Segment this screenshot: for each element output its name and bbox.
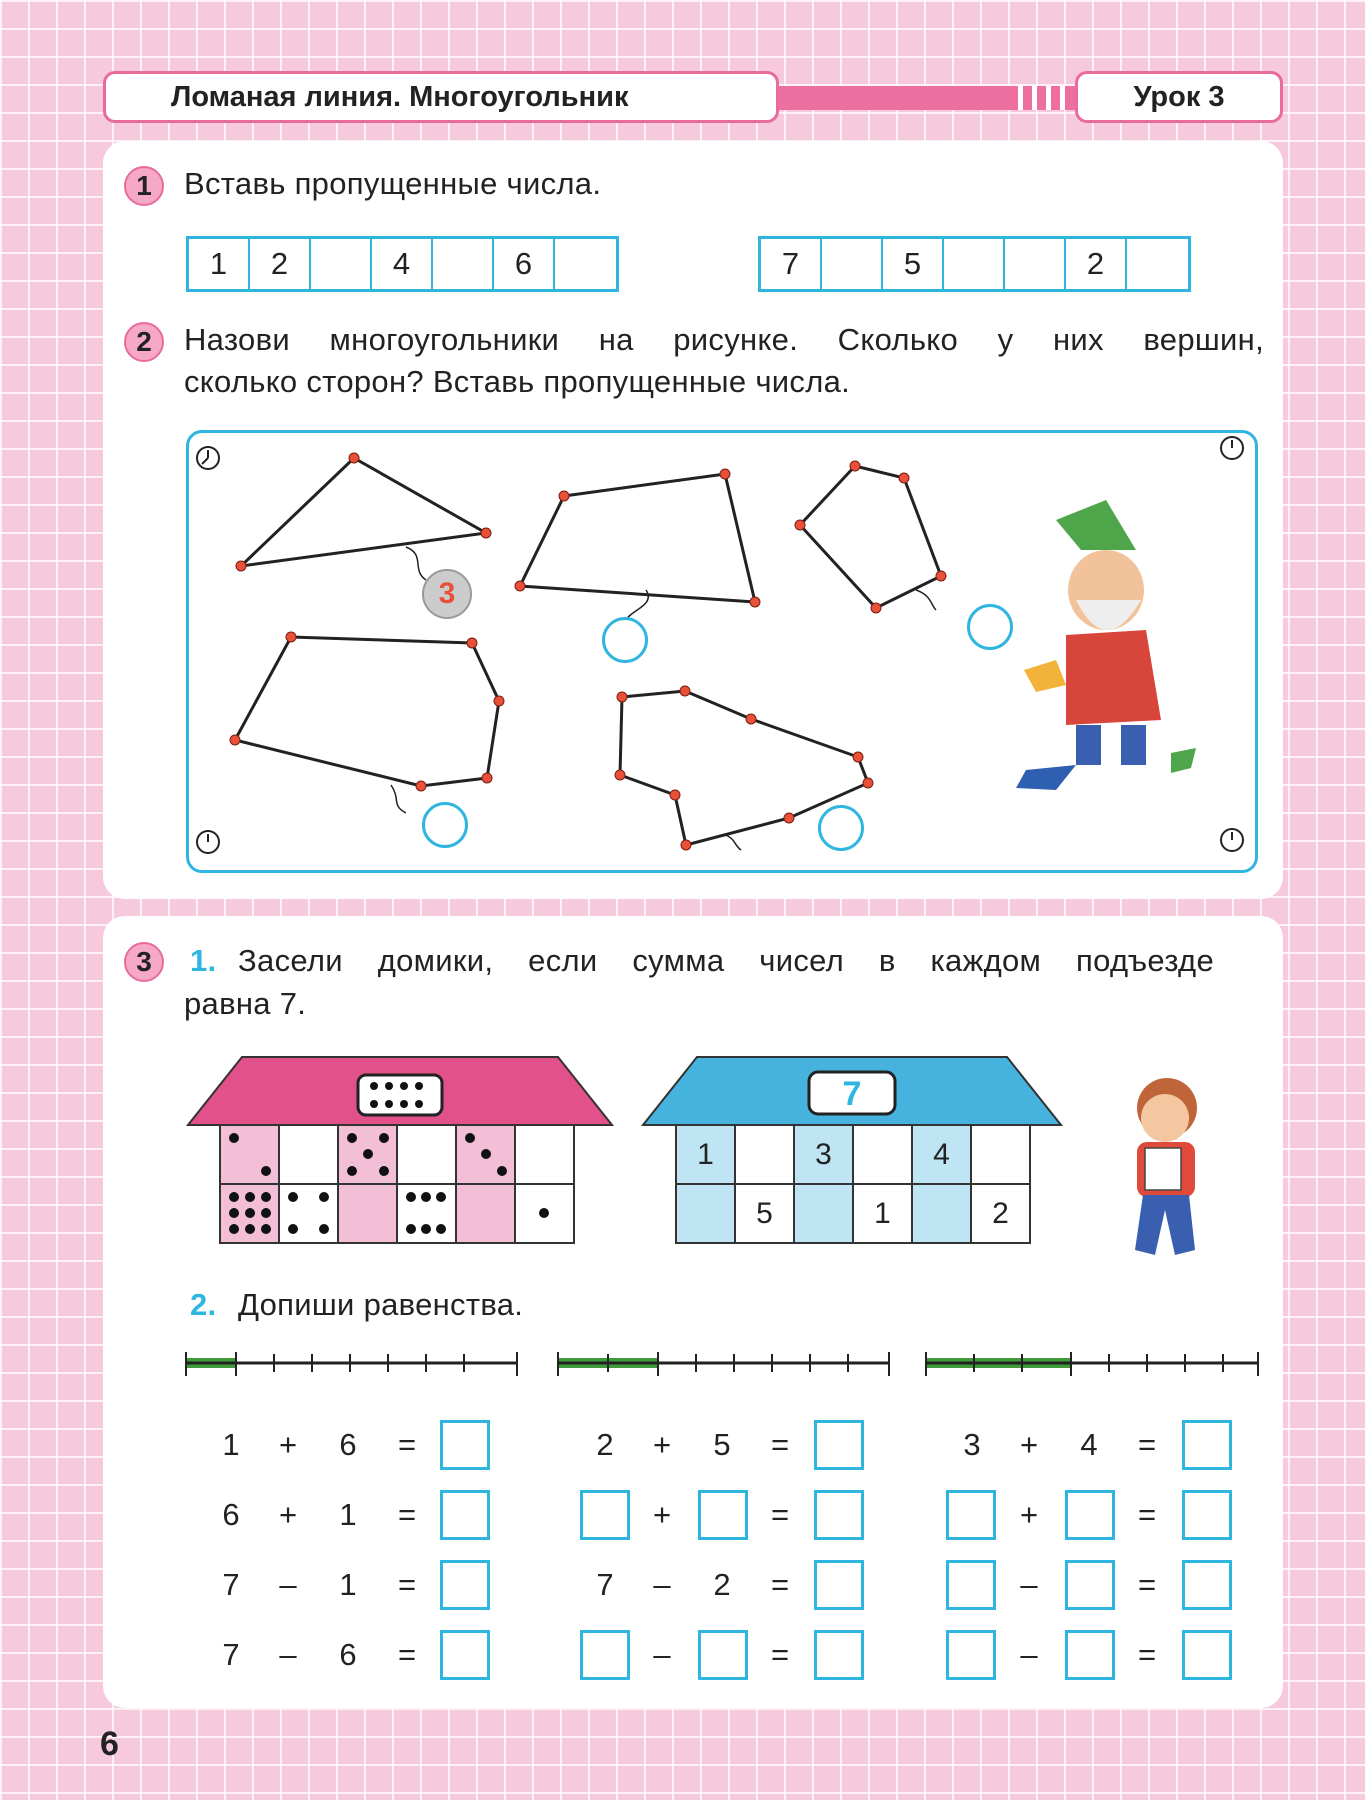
answer-box[interactable] [814,1630,864,1680]
eq-equals: = [397,1497,417,1532]
answer-box[interactable] [698,1630,748,1680]
eq-equals: = [397,1427,417,1462]
house-cell[interactable] [853,1125,912,1184]
eq-equals: = [770,1497,790,1532]
decor-stripe [1032,86,1037,110]
number-cell[interactable] [1005,239,1066,289]
eq-operand: 2 [713,1567,731,1602]
eq-equals: = [1137,1427,1157,1462]
answer-box[interactable] [440,1490,490,1540]
number-rulers [184,1350,1264,1380]
eq-operand: 4 [1080,1427,1098,1462]
answer-box[interactable] [946,1630,996,1680]
eq-operator: – [279,1637,297,1672]
number-cell[interactable]: 1 [189,239,250,289]
eq-operator: + [652,1497,672,1532]
answer-box[interactable] [698,1490,748,1540]
eq-operator: + [278,1497,298,1532]
house-cell[interactable] [912,1184,971,1243]
eq-equals: = [1137,1637,1157,1672]
house-pink [186,1055,614,1248]
hexagon-shape [235,637,499,786]
answer-box[interactable] [1065,1560,1115,1610]
page-number: 6 [100,1725,119,1763]
answer-box[interactable] [1182,1420,1232,1470]
number-cell[interactable] [555,239,616,289]
eq-operator: – [653,1637,671,1672]
ruler-3 [926,1352,1258,1376]
triangle-shape [241,458,486,566]
eq-operator: + [1019,1427,1039,1462]
answer-box[interactable] [814,1490,864,1540]
number-cell[interactable] [1127,239,1188,289]
lesson-number: Урок 3 [1075,71,1283,123]
answer-box[interactable] [1065,1630,1115,1680]
task-number-badge: 2 [124,322,164,362]
task2-text-line2: сколько сторон? Вставь пропущенные числа. [184,364,851,399]
gnome-illustration [1016,500,1196,790]
answer-box[interactable] [1065,1490,1115,1540]
eq-operator: – [1020,1567,1038,1602]
eq-operand: 1 [339,1567,357,1602]
answer-box[interactable] [946,1490,996,1540]
quadrilateral-shape [520,474,755,602]
eq-equals: = [770,1567,790,1602]
eq-operand: 2 [596,1427,614,1462]
number-cell[interactable]: 4 [372,239,433,289]
answer-circle[interactable] [422,802,468,848]
eq-equals: = [770,1427,790,1462]
decor-stripe [1060,86,1065,110]
eq-operator: + [652,1427,672,1462]
decor-stripe [1018,86,1023,110]
number-cell[interactable]: 2 [250,239,311,289]
eq-operand: 6 [339,1637,357,1672]
answer-box[interactable] [946,1560,996,1610]
house-cell[interactable] [971,1125,1030,1184]
answer-box[interactable] [814,1560,864,1610]
answer-box[interactable] [1182,1630,1232,1680]
number-cell[interactable]: 5 [883,239,944,289]
eq-equals: = [397,1637,417,1672]
eq-operand: 5 [713,1427,731,1462]
lesson-title: Ломаная линия. Многоугольник [103,71,779,123]
house-cell[interactable]: 1 [874,1197,891,1230]
number-row-a [186,236,619,292]
house-cell[interactable] [676,1184,735,1243]
number-cell[interactable]: 2 [1066,239,1127,289]
eq-equals: = [397,1567,417,1602]
eq-equals: = [1137,1497,1157,1532]
eq-operator: + [1019,1497,1039,1532]
answer-box[interactable] [580,1630,630,1680]
subtask-number: 2. [190,1287,217,1322]
eq-operand: 1 [222,1427,240,1462]
answer-box[interactable] [814,1420,864,1470]
eq-operand: 7 [222,1637,240,1672]
eq-operator: – [1020,1637,1038,1672]
ruler-1 [186,1352,517,1376]
answer-circle[interactable]: 3 [422,569,472,619]
task-number-badge: 3 [124,942,164,982]
subtask1-text-line1: Засели домики, если сумма чисел в каждом подъезде [238,943,1214,978]
eq-operand: 6 [339,1427,357,1462]
eq-operand: 1 [339,1497,357,1532]
number-cell[interactable] [944,239,1005,289]
polygons-drawing [186,430,1258,873]
house-cell[interactable]: 4 [933,1138,950,1171]
ruler-2 [558,1352,889,1376]
number-cell[interactable] [433,239,494,289]
answer-box[interactable] [440,1560,490,1610]
house-roof-number: 7 [842,1075,862,1113]
answer-circle[interactable] [818,805,864,851]
house-cell[interactable]: 1 [697,1138,714,1171]
answer-box[interactable] [440,1420,490,1470]
answer-box[interactable] [1182,1490,1232,1540]
number-row-b [758,236,1191,292]
subtask2-text: Допиши равенства. [238,1287,524,1322]
number-cell[interactable] [822,239,883,289]
number-cell[interactable]: 6 [494,239,555,289]
decor-stripe [1046,86,1051,110]
subtask-number: 1. [190,943,217,978]
eq-operator: – [653,1567,671,1602]
eq-operand: 6 [222,1497,240,1532]
answer-box[interactable] [580,1490,630,1540]
house-cell[interactable]: 2 [992,1197,1009,1230]
number-cell[interactable]: 7 [761,239,822,289]
task-number-badge: 1 [124,166,164,206]
eq-equals: = [770,1637,790,1672]
eq-operand: 7 [596,1567,614,1602]
house-cell[interactable]: 3 [815,1138,832,1171]
task2-text-line1: Назови многоугольники на рисунке. Сколько у них вершин, [184,322,1264,357]
eq-operator: – [279,1567,297,1602]
number-cell[interactable] [311,239,372,289]
house-cell[interactable] [794,1184,853,1243]
answer-box[interactable] [1182,1560,1232,1610]
eq-operand: 3 [963,1427,981,1462]
house-cell[interactable]: 5 [756,1197,773,1230]
answer-circle[interactable] [967,604,1013,650]
answer-circle[interactable] [602,617,648,663]
eq-operand: 7 [222,1567,240,1602]
pentagon-shape [800,466,941,608]
house-cell[interactable] [735,1125,794,1184]
eq-operator: + [278,1427,298,1462]
task1-text: Вставь пропущенные числа. [184,166,602,201]
eq-equals: = [1137,1567,1157,1602]
answer-box[interactable] [440,1630,490,1680]
subtask1-text-line2: равна 7. [184,986,307,1021]
boy-illustration [1105,1070,1225,1270]
